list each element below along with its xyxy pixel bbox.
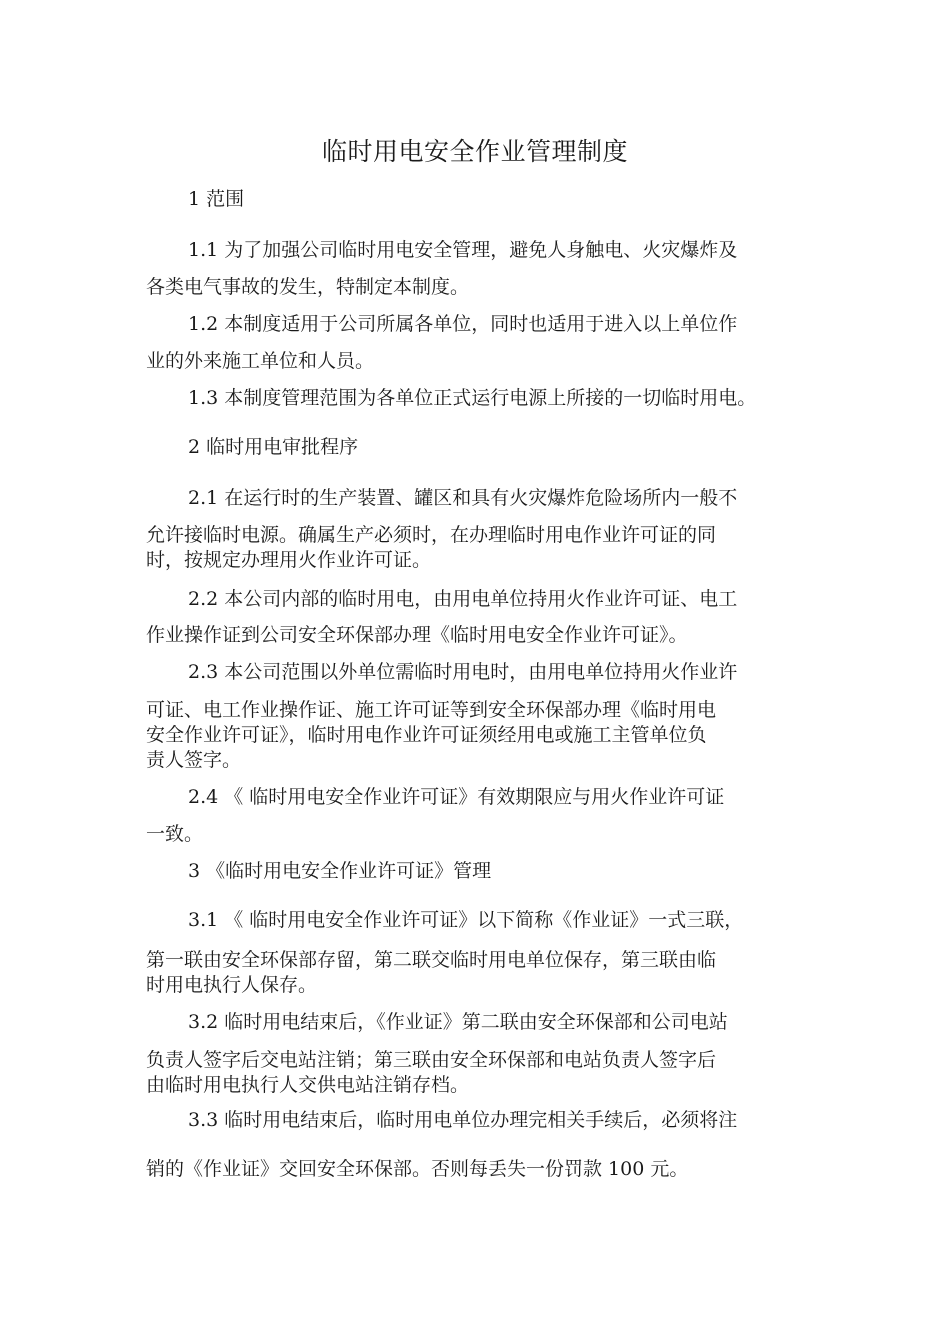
section-heading-1: 1 范围 xyxy=(188,188,245,210)
paragraph-2-4-line-2: 一致。 xyxy=(146,823,204,845)
paragraph-1-3-line-1: 1.3 本制度管理范围为各单位正式运行电源上所接的一切临时用电。 xyxy=(188,387,757,409)
paragraph-3-1-line-2: 第一联由安全环保部存留，第二联交临时用电单位保存，第三联由临 xyxy=(146,949,717,971)
paragraph-3-1-line-1: 3.1 《 临时用电安全作业许可证》以下简称《作业证》一式三联， xyxy=(188,909,744,931)
paragraph-2-1-line-1: 2.1 在运行时的生产装置、罐区和具有火灾爆炸危险场所内一般不 xyxy=(188,487,738,509)
document-title: 临时用电安全作业管理制度 xyxy=(321,137,628,166)
paragraph-1-2-line-2: 业的外来施工单位和人员。 xyxy=(146,350,375,372)
paragraph-2-4-line-1: 2.4 《 临时用电安全作业许可证》有效期限应与用火作业许可证 xyxy=(188,786,725,808)
paragraph-2-3-line-2: 可证、电工作业操作证、施工许可证等到安全环保部办理《临时用电 xyxy=(146,699,717,721)
paragraph-3-3-line-1: 3.3 临时用电结束后，临时用电单位办理完相关手续后，必须将注 xyxy=(188,1109,738,1131)
paragraph-2-2-line-1: 2.2 本公司内部的临时用电，由用电单位持用火作业许可证、电工 xyxy=(188,588,738,610)
paragraph-2-3-line-1: 2.3 本公司范围以外单位需临时用电时，由用电单位持用火作业许 xyxy=(188,661,738,683)
paragraph-3-3-line-2: 销的《作业证》交回安全环保部。否则每丢失一份罚款 100 元。 xyxy=(146,1158,689,1180)
paragraph-3-2-line-3: 由临时用电执行人交供电站注销存档。 xyxy=(146,1074,470,1096)
paragraph-1-2-line-1: 1.2 本制度适用于公司所属各单位，同时也适用于进入以上单位作 xyxy=(188,313,738,335)
paragraph-2-2-line-2: 作业操作证到公司安全环保部办理《临时用电安全作业许可证》。 xyxy=(146,624,688,646)
paragraph-2-3-line-3: 安全作业许可证》，临时用电作业许可证须经用电或施工主管单位负 xyxy=(146,724,707,746)
paragraph-3-2-line-1: 3.2 临时用电结束后，《作业证》第二联由安全环保部和公司电站 xyxy=(188,1011,728,1033)
paragraph-2-1-line-2: 允许接临时电源。确属生产必须时，在办理临时用电作业许可证的同 xyxy=(146,524,717,546)
paragraph-3-1-line-3: 时用电执行人保存。 xyxy=(146,974,318,996)
section-heading-3: 3 《临时用电安全作业许可证》管理 xyxy=(188,860,492,882)
paragraph-3-2-line-2: 负责人签字后交电站注销；第三联由安全环保部和电站负责人签字后 xyxy=(146,1049,717,1071)
paragraph-2-1-line-3: 时，按规定办理用火作业许可证。 xyxy=(146,549,432,571)
section-heading-2: 2 临时用电审批程序 xyxy=(188,436,359,458)
paragraph-1-1-line-1: 1.1 为了加强公司临时用电安全管理，避免人身触电、火灾爆炸及 xyxy=(188,239,738,261)
paragraph-1-1-line-2: 各类电气事故的发生，特制定本制度。 xyxy=(146,276,470,298)
paragraph-2-3-line-4: 责人签字。 xyxy=(146,749,242,771)
